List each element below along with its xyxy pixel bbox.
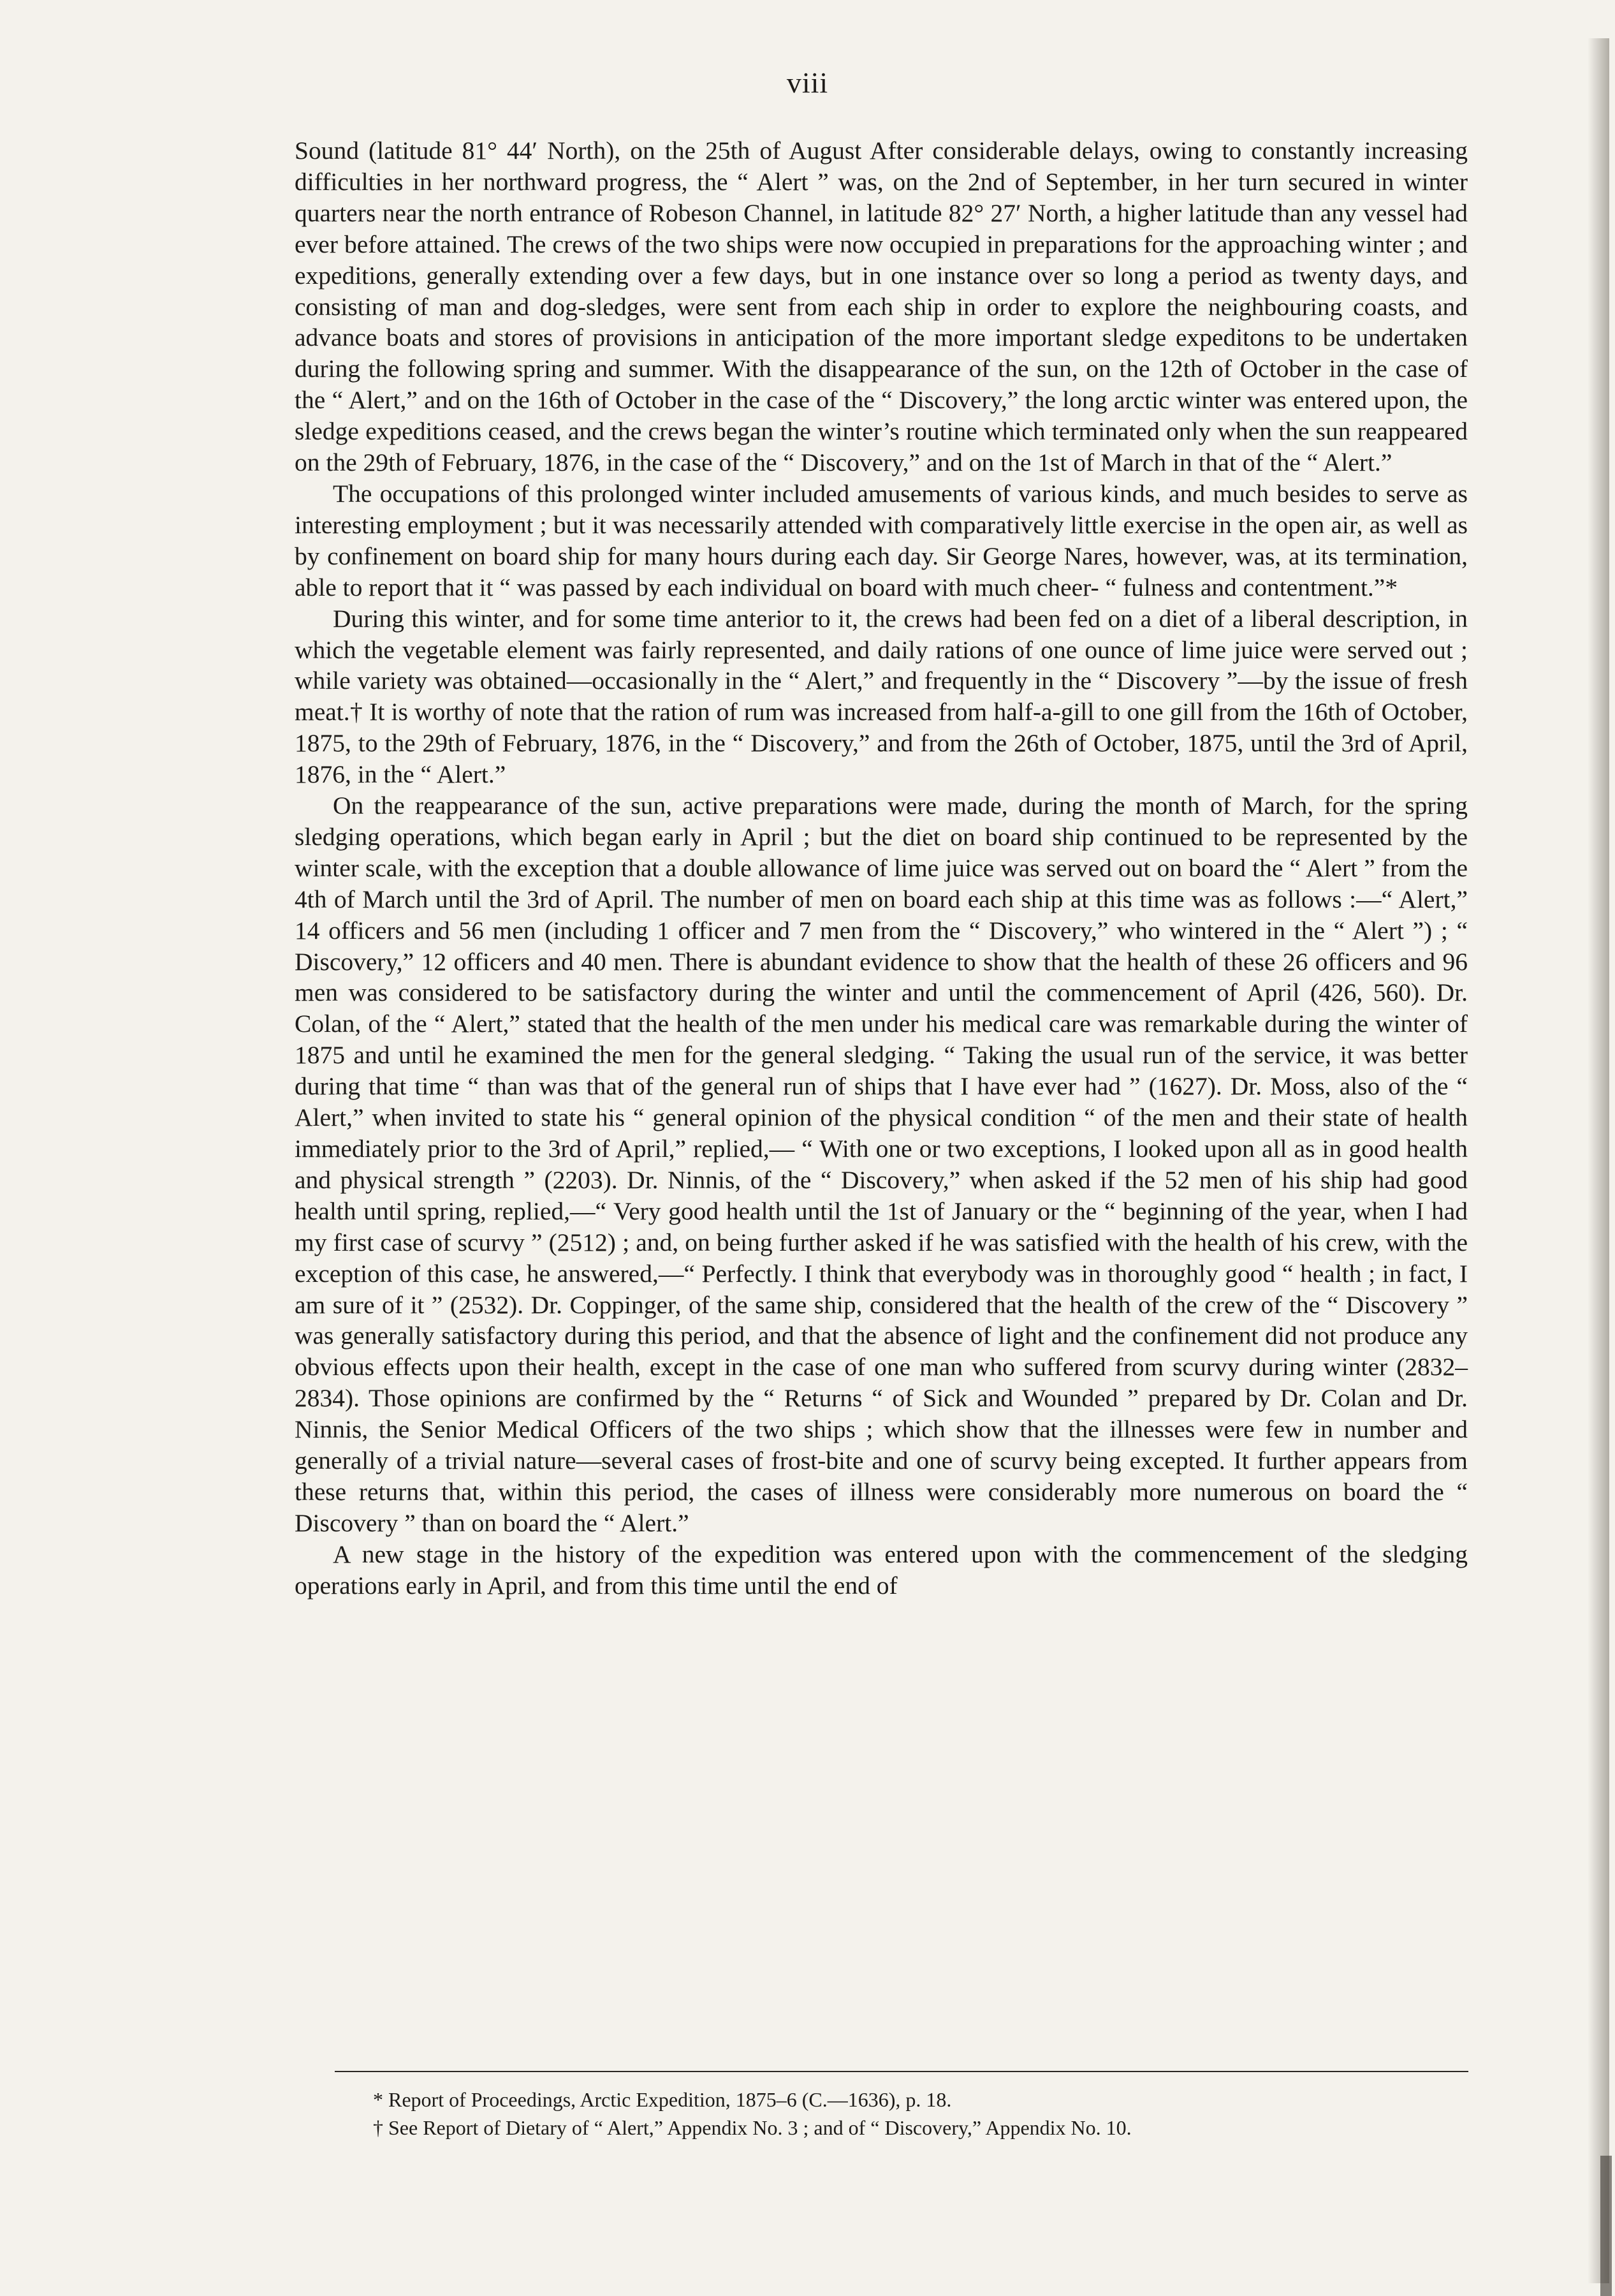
footnote-divider: [335, 2071, 1468, 2072]
body-text: [295, 135, 1468, 1601]
scan-edge-shadow: [1588, 38, 1609, 2283]
paragraph: On the reappearance of the sun, active preparations were made, during the month of March, for the spring sledging operations, which began early in April ; but the diet on board ship continued to be represented by the winter scale, with the exception that a double allowance of lime juice was served out on board the “ Alert ” from the 4th of March until the 3rd of April. The number of men on board each ship at this time was as follows :—“ Alert,” 14 officers and 56 men (including 1 officer and 7 men from the “ Discovery,” who wintered in the “ Alert ”) ; “ Discovery,” 12 officers and 40 men. There is abundant evidence to show that the health of these 26 officers and 96 men was considered to be satisfactory during the winter and until the commencement of April (426, 560). Dr. Colan, of the “ Alert,” stated that the health of the men under his medical care was remarkable during the winter of 1875 and until he examined the men for the general sledging. “ Taking the usual run of the service, it was better during that time “ than was that of the general run of ships that I have ever had ” (1627). Dr. Moss, also of the “ Alert,” when invited to state his “ general opinion of the physical condition “ of the men and their state of health immediately prior to the 3rd of April,” replied,— “ With one or two exceptions, I looked upon all as in good health and physical strength ” (2203). Dr. Ninnis, of the “ Discovery,” when asked if the 52 men of his ship had good health until spring, replied,—“ Very good health until the 1st of January or the “ beginning of the year, when I had my first case of scurvy ” (2512) ; and, on being further asked if he was satisfied with the health of his crew, with the exception of this case, he answered,—“ Perfectly. I think that everybody was in thoroughly good “ health ; in fact, I am sure of it ” (2532). Dr. Coppinger, of the same ship, considered that the health of the crew of the “ Discovery ” was generally satisfactory during this period, and that the absence of light and the confinement did not produce any obvious effects upon their health, except in the case of one man who suffered from scurvy during winter (2832–2834). Those opinions are confirmed by the “ Returns “ of Sick and Wounded ” prepared by Dr. Colan and Dr. Ninnis, the Senior Medical Officers of the two ships ; which show that the illnesses were few in number and generally of a trivial nature—several cases of frost-bite and one of scurvy being excepted. It further appears from these returns that, within this period, the cases of illness were considerably more numerous on board the “ Discovery ” than on board the “ Alert.”: [295, 791, 1468, 1537]
paragraph: Sound (latitude 81° 44′ North), on the 25th of August After considerable delays, owing to constantly increasing difficulties in her northward progress, the “ Alert ” was, on the 2nd of September, in her turn secured in winter quarters near the north entrance of Robeson Channel, in latitude 82° 27′ North, a higher latitude than any vessel had ever before attained. The crews of the two ships were now occupied in preparations for the approaching winter ; and expeditions, generally extending over a few days, but in one instance over so long a period as twenty days, and consisting of man and dog-sledges, were sent from each ship in order to explore the neighbouring coasts, and advance boats and stores of provisions in anticipation of the more important sledge expeditons to be undertaken during the following spring and summer. With the disappearance of the sun, on the 12th of October in the case of the “ Alert,” and on the 16th of October in the case of the “ Discovery,” the long arctic winter was entered upon, the sledge expeditions ceased, and the crews began the winter’s routine which terminated only when the sun reappeared on the 29th of February, 1876, in the case of the “ Discovery,” and on the 1st of March in that of the “ Alert.”: [295, 136, 1468, 477]
footnote: * Report of Proceedings, Arctic Expedition, 1875–6 (C.—1636), p. 18.: [373, 2088, 952, 2111]
paragraph: The occupations of this prolonged winter included amusements of various kinds, and much besides to serve as interesting employment ; but it was necessarily attended with comparatively little exercise in the open air, as well as by confinement on board ship for many hours during each day. Sir George Nares, however, was, at its termination, able to report that it “ was passed by each individual on board with much cheer- “ fulness and contentment.”*: [295, 479, 1468, 601]
footnotes: [373, 2086, 1457, 2142]
footnote: † See Report of Dietary of “ Alert,” Appendix No. 3 ; and of “ Discovery,” Appendix No. 10.: [373, 2116, 1132, 2139]
paragraph: During this winter, and for some time anterior to it, the crews had been fed on a diet of a liberal description, in which the vegetable element was fairly represented, and daily rations of one ounce of lime juice were served out ; while variety was obtained—occasionally in the “ Alert,” and frequently in the “ Discovery ”—by the issue of fresh meat.† It is worthy of note that the ration of rum was increased from half-a-gill to one gill from the 16th of October, 1875, to the 29th of February, 1876, in the “ Discovery,” and from the 26th of October, 1875, until the 3rd of April, 1876, in the “ Alert.”: [295, 604, 1468, 789]
page-number: viii: [786, 66, 829, 99]
paragraph: A new stage in the history of the expedition was entered upon with the commencement of the sledging operations early in April, and from this time until the end of: [295, 1540, 1468, 1600]
scan-artifact: [1600, 2156, 1612, 2296]
